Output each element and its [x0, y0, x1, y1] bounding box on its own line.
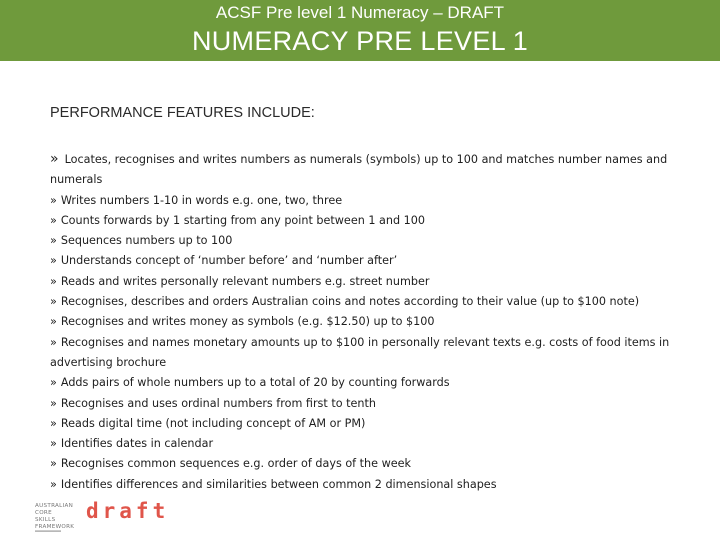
page-title: NUMERACY PRE LEVEL 1: [191, 26, 529, 56]
section-heading: PERFORMANCE FEATURES INCLUDE:: [50, 105, 315, 121]
list-item: [50, 312, 680, 332]
feature-text: Sequences numbers up to 100: [60, 234, 233, 248]
bullet-marker: »: [50, 295, 57, 309]
list-item: [50, 272, 680, 292]
feature-text: Recognises and uses ordinal numbers from first to tenth: [60, 396, 376, 410]
feature-text: Recognises common sequences e.g. order of days of the week: [60, 457, 411, 471]
svg-text:FRAMEWORK: FRAMEWORK: [35, 524, 75, 530]
feature-text: Identifies differences and similarities between common 2 dimensional shapes: [60, 477, 497, 491]
list-item: [50, 333, 680, 374]
feature-text: Reads digital time (not including concept of AM or PM): [60, 416, 366, 430]
list-item: [50, 434, 680, 454]
list-item: [50, 292, 680, 312]
feature-text: Understands concept of ‘number before’ and ‘number after’: [60, 254, 398, 268]
list-item: [50, 149, 680, 191]
bullet-marker: »: [50, 254, 57, 268]
header-subtitle: ACSF Pre level 1 Numeracy – DRAFT: [215, 3, 505, 22]
list-item: [50, 373, 680, 393]
feature-text: Writes numbers 1-10 in words e.g. one, two, three: [60, 193, 343, 207]
features-list: [50, 149, 680, 495]
feature-text: Reads and writes personally relevant numbers e.g. street number: [60, 274, 430, 288]
list-item: [50, 251, 680, 271]
svg-text:SKILLS: SKILLS: [35, 517, 56, 523]
list-item: [50, 191, 680, 211]
list-item: [50, 394, 680, 414]
feature-text: Recognises, describes and orders Australian coins and notes according to their value (up to $100 note): [60, 295, 640, 309]
draft-logo: draft: [86, 499, 170, 523]
feature-text: Adds pairs of whole numbers up to a total of 20 by counting forwards: [60, 376, 450, 390]
list-item: [50, 414, 680, 434]
svg-text:AUSTRALIAN: AUSTRALIAN: [35, 503, 74, 509]
bullet-marker: »: [50, 396, 57, 410]
feature-text: Locates, recognises and writes numbers as numerals (symbols) up to 100 and matches number names and numerals: [50, 153, 668, 187]
list-item: [50, 231, 680, 251]
svg-text:CORE: CORE: [35, 510, 52, 516]
feature-text: Identifies dates in calendar: [60, 437, 214, 451]
list-item: [50, 211, 680, 231]
bullet-marker: »: [50, 416, 57, 430]
bullet-marker: »: [50, 193, 57, 207]
bullet-marker: »: [50, 457, 57, 471]
list-item: [50, 475, 680, 495]
header-bar: [0, 0, 720, 61]
bullet-marker: »: [50, 234, 57, 248]
bullet-marker: »: [50, 274, 57, 288]
list-item: [50, 454, 680, 474]
bullet-marker: »: [50, 437, 57, 451]
feature-text: Counts forwards by 1 starting from any point between 1 and 100: [60, 213, 425, 227]
bullet-marker: »: [50, 315, 57, 329]
bullet-marker: »: [50, 376, 57, 390]
acsf-logo: [35, 501, 79, 533]
bullet-marker: »: [50, 477, 57, 491]
feature-text: Recognises and writes money as symbols (e.g. $12.50) up to $100: [60, 315, 435, 329]
bullet-marker: »: [50, 213, 57, 227]
bullet-marker: »: [50, 335, 57, 349]
feature-text: Recognises and names monetary amounts up to $100 in personally relevant texts e.g. costs of food items in advertising brochure: [50, 335, 670, 369]
bullet-marker: »: [50, 151, 59, 167]
